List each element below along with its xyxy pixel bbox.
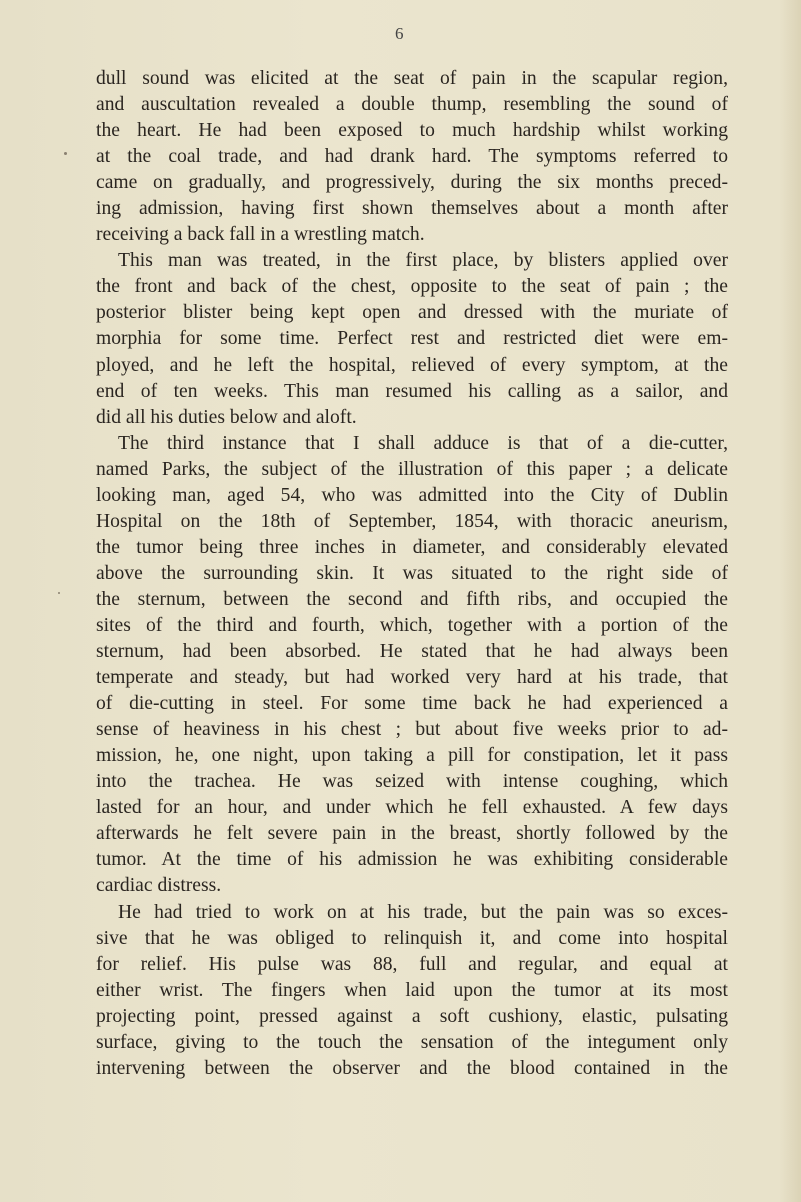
text-line: ployed, and he left the hospital, relieved of every symptom, at the [96, 354, 728, 376]
text-line: intervening between the observer and the blood contained in the [96, 1057, 728, 1079]
text-line: temperate and steady, but had worked very hard at his trade, that [96, 667, 728, 689]
text-line: surface, giving to the touch the sensation of the integument only [96, 1031, 728, 1053]
text-line: sites of the third and fourth, which, together with a portion of the [96, 614, 728, 636]
text-line: sense of heaviness in his chest ; but about five weeks prior to ad- [96, 719, 728, 741]
text-line: This man was treated, in the first place, by blisters applied over [118, 250, 728, 272]
text-line: for relief. His pulse was 88, full and regular, and equal at [96, 953, 728, 975]
text-line: projecting point, pressed against a soft cushiony, elastic, pulsating [96, 1005, 728, 1027]
text-line: mission, he, one night, upon taking a pill for constipation, let it pass [96, 745, 728, 767]
text-line: the front and back of the chest, opposite to the seat of pain ; the [96, 276, 728, 298]
text-line: looking man, aged 54, who was admitted into the City of Dublin [96, 484, 728, 506]
text-line: named Parks, the subject of the illustration of this paper ; a delicate [96, 458, 728, 480]
text-line: Hospital on the 18th of September, 1854, with thoracic aneurism, [96, 510, 728, 532]
page-edge-shadow [779, 0, 801, 1202]
text-line: tumor. At the time of his admission he was exhibiting considerable [96, 849, 728, 871]
text-line: morphia for some time. Perfect rest and restricted diet were em- [96, 328, 728, 350]
text-line: lasted for an hour, and under which he fell exhausted. A few days [96, 797, 728, 819]
text-line: into the trachea. He was seized with intense coughing, which [96, 771, 728, 793]
text-line: afterwards he felt severe pain in the breast, shortly followed by the [96, 823, 728, 845]
text-line: the heart. He had been exposed to much hardship whilst working [96, 120, 728, 142]
text-line: The third instance that I shall adduce is that of a die-cutter, [118, 432, 728, 454]
text-line: of die-cutting in steel. For some time back he had experienced a [96, 693, 728, 715]
text-line: He had tried to work on at his trade, but the pain was so exces- [118, 901, 728, 923]
text-line: the sternum, between the second and fifth ribs, and occupied the [96, 588, 728, 610]
text-line: sternum, had been absorbed. He stated that he had always been [96, 641, 728, 663]
text-line: dull sound was elicited at the seat of pain in the scapular region, [96, 68, 728, 89]
paper-speck [58, 592, 60, 594]
page-number: 6 [395, 24, 404, 43]
text-line: end of ten weeks. This man resumed his calling as a sailor, and [96, 380, 728, 402]
text-line: receiving a back fall in a wrestling match. [96, 224, 425, 246]
text-line: posterior blister being kept open and dressed with the muriate of [96, 302, 728, 324]
text-line: ing admission, having first shown themselves about a month after [96, 198, 728, 220]
text-line: the tumor being three inches in diameter, and considerably elevated [96, 536, 728, 558]
text-line: above the surrounding skin. It was situated to the right side of [96, 562, 728, 584]
text-line: came on gradually, and progressively, during the six months preced- [96, 172, 728, 194]
text-line: sive that he was obliged to relinquish it, and come into hospital [96, 927, 728, 949]
body-text [96, 66, 728, 1082]
paper-speck [64, 152, 67, 155]
text-line: did all his duties below and aloft. [96, 406, 357, 428]
text-line: at the coal trade, and had drank hard. The symptoms referred to [96, 146, 728, 168]
text-line: either wrist. The fingers when laid upon the tumor at its most [96, 979, 728, 1001]
text-line: cardiac distress. [96, 875, 222, 897]
text-line: and auscultation revealed a double thump, resembling the sound of [96, 94, 728, 116]
